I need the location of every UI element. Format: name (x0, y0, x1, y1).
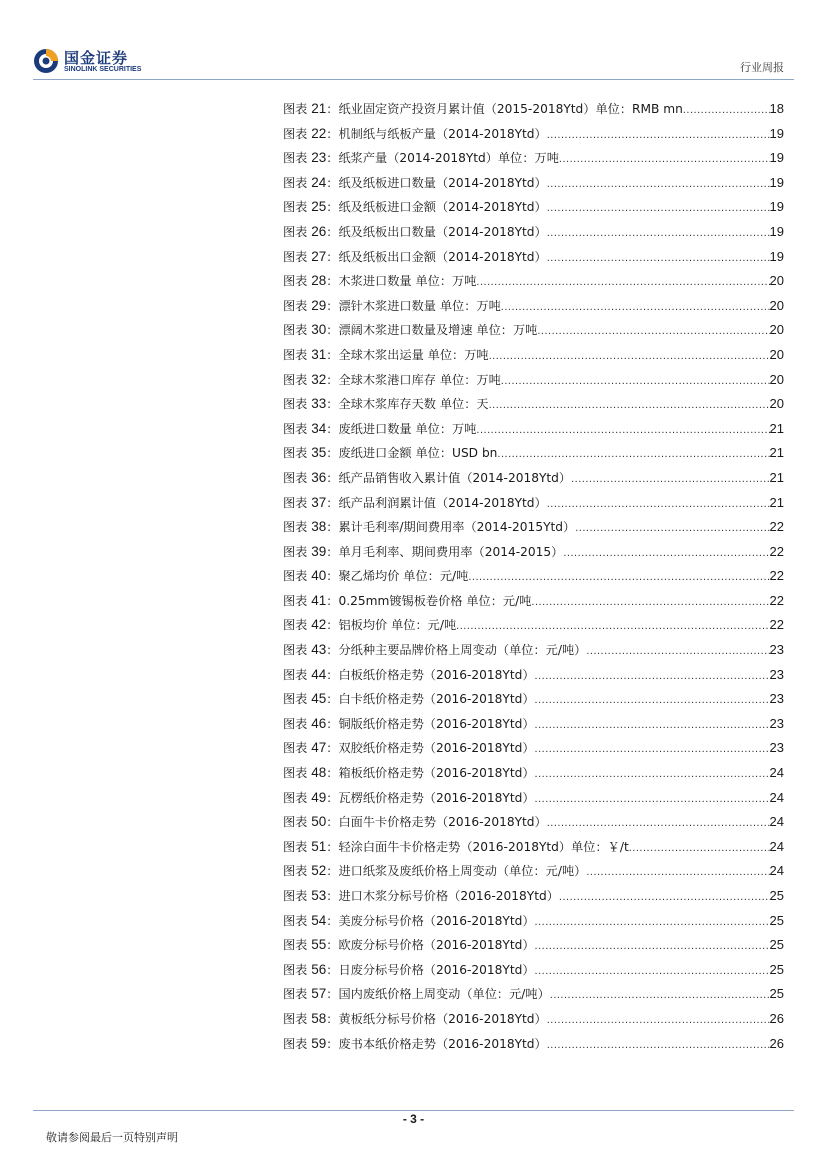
toc-entry-page: 23 (769, 642, 784, 658)
toc-entry-text: 轻涂白面牛卡价格走势（2016-2018Ytd）单位：￥/t (338, 839, 629, 854)
toc-entry-text: 废纸进口数量 单位：万吨 (338, 421, 477, 436)
toc-entry-page: 22 (769, 543, 784, 559)
toc-entry-leader (476, 424, 769, 436)
toc-entry-text: 单月毛利率、期间费用率（2014-2015） (338, 544, 564, 559)
toc-entry[interactable] (283, 272, 784, 297)
toc-entry-label: 图表 (283, 864, 308, 879)
toc-entry-title: 图表 30：漂阔木浆进口数量及增速 单位：万吨 (283, 322, 538, 338)
toc-entry[interactable] (283, 198, 784, 223)
toc-entry-page: 25 (769, 961, 784, 977)
toc-entry-title: 图表 57：国内废纸价格上周变动（单位：元/吨） (283, 986, 550, 1002)
toc-entry[interactable] (283, 567, 784, 592)
toc-entry-page: 23 (769, 715, 784, 731)
toc-entry-page: 25 (769, 986, 784, 1002)
toc-entry-leader (547, 1014, 770, 1026)
toc-entry-title: 图表 47：双胶纸价格走势（2016-2018Ytd） (283, 740, 535, 756)
toc-entry-leader (575, 522, 769, 534)
toc-entry-text: 纸浆产量（2014-2018Ytd）单位：万吨 (338, 151, 559, 166)
toc-entry-label: 图表 (283, 151, 308, 166)
toc-entry-page: 20 (769, 371, 784, 387)
toc-entry-number: 29 (311, 297, 327, 313)
toc-entry-number: 43 (311, 642, 327, 658)
toc-entry-title: 图表 59：废书本纸价格走势（2016-2018Ytd） (283, 1035, 547, 1051)
toc-entry-label: 图表 (283, 200, 308, 215)
toc-entry-text: 全球木浆库存天数 单位：天 (338, 397, 489, 412)
toc-entry-number: 44 (311, 666, 327, 682)
toc-entry[interactable] (283, 862, 784, 887)
toc-entry-page: 21 (769, 494, 784, 510)
toc-entry-number: 48 (311, 765, 327, 781)
toc-entry[interactable] (283, 1035, 784, 1060)
toc-entry-leader (476, 276, 769, 288)
toc-entry-page: 22 (769, 592, 784, 608)
toc-entry-text: 纸及纸板进口数量（2014-2018Ytd） (338, 175, 547, 190)
toc-entry-page: 20 (769, 396, 784, 412)
toc-entry[interactable] (283, 395, 784, 420)
toc-entry-title: 图表 44：白板纸价格走势（2016-2018Ytd） (283, 666, 535, 682)
toc-entry-label: 图表 (283, 913, 308, 928)
toc-entry-leader (535, 719, 770, 731)
toc-entry-title: 图表 33：全球木浆库存天数 单位：天 (283, 396, 489, 412)
toc-entry-title: 图表 56：日废分标号价格（2016-2018Ytd） (283, 961, 535, 977)
toc-entry-leader (547, 129, 770, 141)
toc-entry-number: 47 (311, 740, 327, 756)
toc-entry-number: 32 (311, 371, 327, 387)
toc-entry-text: 聚乙烯均价 单位：元/吨 (338, 569, 469, 584)
toc-entry-leader (489, 350, 770, 362)
toc-entry-number: 23 (311, 150, 327, 166)
toc-entry-label: 图表 (283, 372, 308, 387)
toc-entry-number: 38 (311, 519, 327, 535)
toc-entry-number: 46 (311, 715, 327, 731)
toc-entry-title: 图表 53：进口木浆分标号价格（2016-2018Ytd） (283, 888, 559, 903)
toc-entry-leader (683, 104, 770, 116)
toc-entry-title: 图表 58：黄板纸分标号价格（2016-2018Ytd） (283, 1010, 547, 1026)
toc-entry-page: 23 (769, 740, 784, 756)
toc-entry-number: 59 (311, 1035, 327, 1051)
toc-entry[interactable] (283, 985, 784, 1010)
toc-entry[interactable] (283, 641, 784, 666)
toc-entry-title: 图表 48：箱板纸价格走势（2016-2018Ytd） (283, 765, 535, 781)
toc-entry-text: 纸产品销售收入累计值（2014-2018Ytd） (338, 470, 572, 485)
toc-entry-label: 图表 (283, 815, 308, 830)
toc-entry[interactable] (283, 789, 784, 814)
toc-entry-label: 图表 (283, 716, 308, 731)
toc-entry-title: 图表 38：累计毛利率/期间费用率（2014-2015Ytd） (283, 519, 576, 535)
toc-entry-page: 20 (769, 322, 784, 338)
toc-entry[interactable] (283, 592, 784, 617)
toc-entry-text: 机制纸与纸板产量（2014-2018Ytd） (338, 126, 547, 141)
toc-entry-label: 图表 (283, 102, 308, 116)
toc-entry-page: 19 (769, 174, 784, 190)
toc-entry-leader (586, 645, 769, 657)
toc-entry-text: 分纸种主要品牌价格上周变动（单位：元/吨） (338, 643, 587, 658)
toc-entry-title: 图表 27：纸及纸板出口金额（2014-2018Ytd） (283, 248, 547, 264)
toc-entry-leader (531, 596, 769, 608)
toc-entry-title: 图表 34：废纸进口数量 单位：万吨 (283, 420, 477, 436)
toc-entry[interactable] (283, 764, 784, 789)
logo-chinese-name: 国金证券 (64, 49, 129, 67)
toc-entry-title: 图表 50：白面牛卡价格走势（2016-2018Ytd） (283, 814, 547, 830)
toc-entry-page: 20 (769, 273, 784, 289)
toc-entry-leader (535, 694, 770, 706)
toc-entry[interactable] (283, 1010, 784, 1035)
toc-entry-text: 纸及纸板出口数量（2014-2018Ytd） (338, 224, 547, 239)
toc-entry-number: 52 (311, 863, 327, 879)
toc-entry-label: 图表 (283, 397, 308, 412)
table-of-figures (283, 100, 784, 1059)
toc-entry[interactable] (283, 739, 784, 764)
toc-entry-title: 图表 46：铜版纸价格走势（2016-2018Ytd） (283, 715, 535, 731)
toc-entry-number: 57 (311, 986, 327, 1002)
toc-entry-text: 铜版纸价格走势（2016-2018Ytd） (338, 716, 535, 731)
toc-entry-text: 铝板均价 单位：元/吨 (338, 618, 457, 633)
toc-entry-page: 26 (769, 1010, 784, 1026)
toc-entry-number: 49 (311, 789, 327, 805)
toc-entry-label: 图表 (283, 126, 308, 141)
toc-entry[interactable] (283, 321, 784, 346)
toc-entry[interactable] (283, 371, 784, 396)
toc-entry-leader (535, 670, 770, 682)
toc-entry-page: 19 (769, 125, 784, 141)
page-number: - 3 - (402, 1112, 425, 1126)
toc-entry-title: 图表 45：白卡纸价格走势（2016-2018Ytd） (283, 691, 535, 707)
toc-entry-leader (550, 989, 770, 1001)
disclaimer-text: 敬请参阅最后一页特别声明 (46, 1131, 178, 1144)
toc-entry-title: 图表 32：全球木浆港口库存 单位：万吨 (283, 371, 501, 387)
toc-entry[interactable] (283, 100, 784, 125)
toc-entry-leader (501, 375, 770, 387)
toc-entry-text: 白板纸价格走势（2016-2018Ytd） (338, 667, 535, 682)
toc-entry-number: 35 (311, 445, 327, 461)
toc-entry[interactable] (283, 149, 784, 174)
toc-entry[interactable] (283, 961, 784, 986)
toc-entry-number: 27 (311, 248, 327, 264)
toc-entry-title: 图表 21：纸业固定资产投资月累计值（2015-2018Ytd）单位：RMB mn (283, 101, 683, 116)
toc-entry-text: 国内废纸价格上周变动（单位：元/吨） (338, 987, 550, 1002)
toc-entry-text: 累计毛利率/期间费用率（2014-2015Ytd） (338, 520, 576, 535)
sinolink-logo-icon (33, 48, 59, 74)
toc-entry-label: 图表 (283, 667, 308, 682)
toc-entry-page: 19 (769, 223, 784, 239)
toc-entry[interactable] (283, 936, 784, 961)
toc-entry-leader (629, 842, 770, 854)
toc-entry-number: 40 (311, 568, 327, 584)
toc-entry-page: 21 (769, 420, 784, 436)
toc-entry-page: 25 (769, 937, 784, 953)
toc-entry-text: 日废分标号价格（2016-2018Ytd） (338, 962, 535, 977)
toc-entry-label: 图表 (283, 938, 308, 953)
toc-entry-leader (501, 301, 770, 313)
toc-entry-text: 废书本纸价格走势（2016-2018Ytd） (338, 1036, 547, 1051)
toc-entry-label: 图表 (283, 274, 308, 289)
toc-entry-leader (547, 227, 770, 239)
toc-entry-leader (547, 178, 770, 190)
logo-english-name: SINOLINK SECURITIES (64, 66, 142, 73)
toc-entry-label: 图表 (283, 1036, 308, 1051)
toc-entry-title: 图表 26：纸及纸板出口数量（2014-2018Ytd） (283, 223, 547, 239)
toc-entry-leader (537, 325, 769, 337)
toc-entry-title: 图表 55：欧废分标号价格（2016-2018Ytd） (283, 937, 535, 953)
toc-entry-text: 木浆进口数量 单位：万吨 (338, 274, 477, 289)
toc-entry[interactable] (283, 125, 784, 150)
toc-entry-leader (497, 448, 769, 460)
toc-entry-leader (571, 473, 769, 485)
toc-entry-title: 图表 22：机制纸与纸板产量（2014-2018Ytd） (283, 125, 547, 141)
toc-entry-title: 图表 37：纸产品利润累计值（2014-2018Ytd） (283, 494, 547, 510)
toc-entry-leader (547, 202, 770, 214)
toc-entry-page: 24 (769, 814, 784, 830)
toc-entry-label: 图表 (283, 766, 308, 781)
toc-entry[interactable] (283, 887, 784, 912)
toc-entry-page: 22 (769, 519, 784, 535)
toc-entry-title: 图表 35：废纸进口金额 单位：USD bn (283, 445, 498, 461)
toc-entry-page: 18 (769, 101, 784, 116)
toc-entry-number: 50 (311, 814, 327, 830)
toc-entry[interactable] (283, 838, 784, 863)
toc-entry-title: 图表 29：漂针木浆进口数量 单位：万吨 (283, 297, 501, 313)
toc-entry-text: 黄板纸分标号价格（2016-2018Ytd） (338, 1011, 547, 1026)
toc-entry-number: 45 (311, 691, 327, 707)
toc-entry-leader (456, 620, 769, 632)
toc-entry-leader (547, 1039, 770, 1051)
toc-entry-text: 0.25mm镀锡板卷价格 单位：元/吨 (338, 593, 532, 608)
toc-entry-page: 26 (769, 1035, 784, 1051)
toc-entry-text: 漂阔木浆进口数量及增速 单位：万吨 (338, 323, 538, 338)
toc-entry[interactable] (283, 248, 784, 273)
toc-entry-page: 25 (769, 888, 784, 903)
toc-entry-title: 图表 52：进口纸浆及废纸价格上周变动（单位：元/吨） (283, 863, 587, 879)
toc-entry[interactable] (283, 912, 784, 937)
toc-entry-title: 图表 28：木浆进口数量 单位：万吨 (283, 273, 477, 289)
toc-entry-label: 图表 (283, 224, 308, 239)
toc-entry-leader (489, 399, 770, 411)
toc-entry-text: 纸产品利润累计值（2014-2018Ytd） (338, 495, 547, 510)
toc-entry-number: 53 (311, 888, 327, 903)
toc-entry-label: 图表 (283, 987, 308, 1002)
toc-entry-page: 22 (769, 568, 784, 584)
toc-entry-text: 美废分标号价格（2016-2018Ytd） (338, 913, 535, 928)
toc-entry-label: 图表 (283, 520, 308, 535)
toc-entry-number: 55 (311, 937, 327, 953)
toc-entry-number: 39 (311, 543, 327, 559)
toc-entry-text: 纸及纸板进口金额（2014-2018Ytd） (338, 200, 547, 215)
toc-entry-label: 图表 (283, 446, 308, 461)
toc-entry-label: 图表 (283, 323, 308, 338)
toc-entry-text: 全球木浆出运量 单位：万吨 (338, 347, 489, 362)
toc-entry-page: 24 (769, 765, 784, 781)
toc-entry[interactable] (283, 494, 784, 519)
toc-entry-text: 箱板纸价格走势（2016-2018Ytd） (338, 766, 535, 781)
toc-entry-text: 废纸进口金额 单位：USD bn (338, 446, 498, 461)
toc-entry-title: 图表 40：聚乙烯均价 单位：元/吨 (283, 568, 469, 584)
toc-entry-leader (547, 817, 770, 829)
toc-entry[interactable] (283, 420, 784, 445)
toc-entry[interactable] (283, 223, 784, 248)
toc-entry-title: 图表 43：分纸种主要品牌价格上周变动（单位：元/吨） (283, 642, 587, 658)
toc-entry-title: 图表 36：纸产品销售收入累计值（2014-2018Ytd） (283, 469, 572, 485)
toc-entry-number: 51 (311, 838, 327, 854)
toc-entry-leader (535, 916, 770, 928)
toc-entry-page: 22 (769, 617, 784, 633)
toc-entry-page: 24 (769, 838, 784, 854)
toc-entry-title: 图表 49：瓦楞纸价格走势（2016-2018Ytd） (283, 789, 535, 805)
toc-entry-label: 图表 (283, 175, 308, 190)
toc-entry-number: 54 (311, 912, 327, 928)
toc-entry-page: 19 (769, 248, 784, 264)
toc-entry-number: 56 (311, 961, 327, 977)
toc-entry-number: 34 (311, 420, 327, 436)
toc-entry[interactable] (283, 690, 784, 715)
toc-entry-leader (559, 891, 770, 903)
toc-entry[interactable] (283, 715, 784, 740)
toc-entry-number: 58 (311, 1010, 327, 1026)
toc-entry-number: 37 (311, 494, 327, 510)
toc-entry-leader (535, 743, 770, 755)
toc-entry-leader (535, 793, 770, 805)
page-header (0, 0, 827, 82)
toc-entry-label: 图表 (283, 544, 308, 559)
toc-entry-text: 瓦楞纸价格走势（2016-2018Ytd） (338, 790, 535, 805)
company-logo (33, 46, 153, 78)
toc-entry-label: 图表 (283, 298, 308, 313)
toc-entry[interactable] (283, 297, 784, 322)
toc-entry-number: 31 (311, 346, 327, 362)
toc-entry-label: 图表 (283, 889, 308, 903)
toc-entry-title: 图表 39：单月毛利率、期间费用率（2014-2015） (283, 543, 564, 559)
toc-entry-number: 33 (311, 396, 327, 412)
toc-entry-label: 图表 (283, 569, 308, 584)
toc-entry-label: 图表 (283, 1011, 308, 1026)
toc-entry-label: 图表 (283, 347, 308, 362)
toc-entry-label: 图表 (283, 495, 308, 510)
toc-entry-label: 图表 (283, 593, 308, 608)
toc-entry-leader (535, 965, 770, 977)
toc-entry-number: 30 (311, 322, 327, 338)
toc-entry-title: 图表 23：纸浆产量（2014-2018Ytd）单位：万吨 (283, 150, 559, 166)
toc-entry-number: 41 (311, 592, 327, 608)
toc-entry-title: 图表 31：全球木浆出运量 单位：万吨 (283, 346, 489, 362)
toc-entry-title: 图表 42：铝板均价 单位：元/吨 (283, 617, 457, 633)
toc-entry-leader (468, 571, 769, 583)
toc-entry[interactable] (283, 469, 784, 494)
toc-entry-page: 23 (769, 666, 784, 682)
toc-entry-number: 24 (311, 174, 327, 190)
toc-entry-text: 纸及纸板出口金额（2014-2018Ytd） (338, 249, 547, 264)
toc-entry-title: 图表 25：纸及纸板进口金额（2014-2018Ytd） (283, 199, 547, 215)
toc-entry-leader (586, 866, 769, 878)
toc-entry-page: 25 (769, 912, 784, 928)
report-type: 行业周报 (740, 61, 784, 74)
toc-entry-page: 19 (769, 199, 784, 215)
toc-entry-label: 图表 (283, 962, 308, 977)
toc-entry-text: 进口纸浆及废纸价格上周变动（单位：元/吨） (338, 864, 587, 879)
toc-entry-text: 进口木浆分标号价格（2016-2018Ytd） (338, 889, 559, 903)
toc-entry-text: 白卡纸价格走势（2016-2018Ytd） (338, 692, 535, 707)
toc-entry-label: 图表 (283, 470, 308, 485)
toc-entry[interactable] (283, 444, 784, 469)
header-divider (33, 79, 794, 80)
toc-entry-leader (535, 940, 770, 952)
toc-entry[interactable] (283, 666, 784, 691)
toc-entry-number: 21 (311, 101, 327, 116)
toc-entry-label: 图表 (283, 692, 308, 707)
toc-entry-number: 25 (311, 199, 327, 215)
toc-entry-number: 26 (311, 223, 327, 239)
toc-entry-page: 21 (769, 445, 784, 461)
toc-entry-label: 图表 (283, 790, 308, 805)
toc-entry-number: 28 (311, 273, 327, 289)
toc-entry-label: 图表 (283, 839, 308, 854)
toc-entry-leader (535, 768, 770, 780)
toc-entry-text: 纸业固定资产投资月累计值（2015-2018Ytd）单位：RMB mn (338, 102, 683, 116)
toc-entry-text: 漂针木浆进口数量 单位：万吨 (338, 298, 501, 313)
toc-entry[interactable] (283, 543, 784, 568)
toc-entry-title: 图表 51：轻涂白面牛卡价格走势（2016-2018Ytd）单位：￥/t (283, 838, 629, 854)
toc-entry[interactable] (283, 616, 784, 641)
toc-entry[interactable] (283, 174, 784, 199)
toc-entry[interactable] (283, 518, 784, 543)
toc-entry-number: 42 (311, 617, 327, 633)
toc-entry-text: 全球木浆港口库存 单位：万吨 (338, 372, 501, 387)
toc-entry-title: 图表 24：纸及纸板进口数量（2014-2018Ytd） (283, 174, 547, 190)
toc-entry-leader (547, 498, 770, 510)
toc-entry[interactable] (283, 813, 784, 838)
toc-entry-label: 图表 (283, 741, 308, 756)
toc-entry-label: 图表 (283, 249, 308, 264)
toc-entry-number: 36 (311, 469, 327, 485)
toc-entry-text: 欧废分标号价格（2016-2018Ytd） (338, 938, 535, 953)
toc-entry-leader (559, 153, 770, 165)
footer-divider (33, 1110, 794, 1111)
toc-entry-page: 19 (769, 150, 784, 166)
toc-entry-number: 22 (311, 125, 327, 141)
toc-entry[interactable] (283, 346, 784, 371)
toc-entry-page: 20 (769, 346, 784, 362)
toc-entry-page: 23 (769, 691, 784, 707)
toc-entry-leader (563, 547, 769, 559)
toc-entry-text: 双胶纸价格走势（2016-2018Ytd） (338, 741, 535, 756)
toc-entry-text: 白面牛卡价格走势（2016-2018Ytd） (338, 815, 547, 830)
toc-entry-leader (547, 252, 770, 264)
toc-entry-label: 图表 (283, 421, 308, 436)
toc-entry-page: 24 (769, 863, 784, 879)
toc-entry-page: 24 (769, 789, 784, 805)
toc-entry-label: 图表 (283, 643, 308, 658)
toc-entry-label: 图表 (283, 618, 308, 633)
toc-entry-page: 20 (769, 297, 784, 313)
toc-entry-title: 图表 54：美废分标号价格（2016-2018Ytd） (283, 912, 535, 928)
toc-entry-title: 图表 41：0.25mm镀锡板卷价格 单位：元/吨 (283, 592, 532, 608)
toc-entry-page: 21 (769, 469, 784, 485)
